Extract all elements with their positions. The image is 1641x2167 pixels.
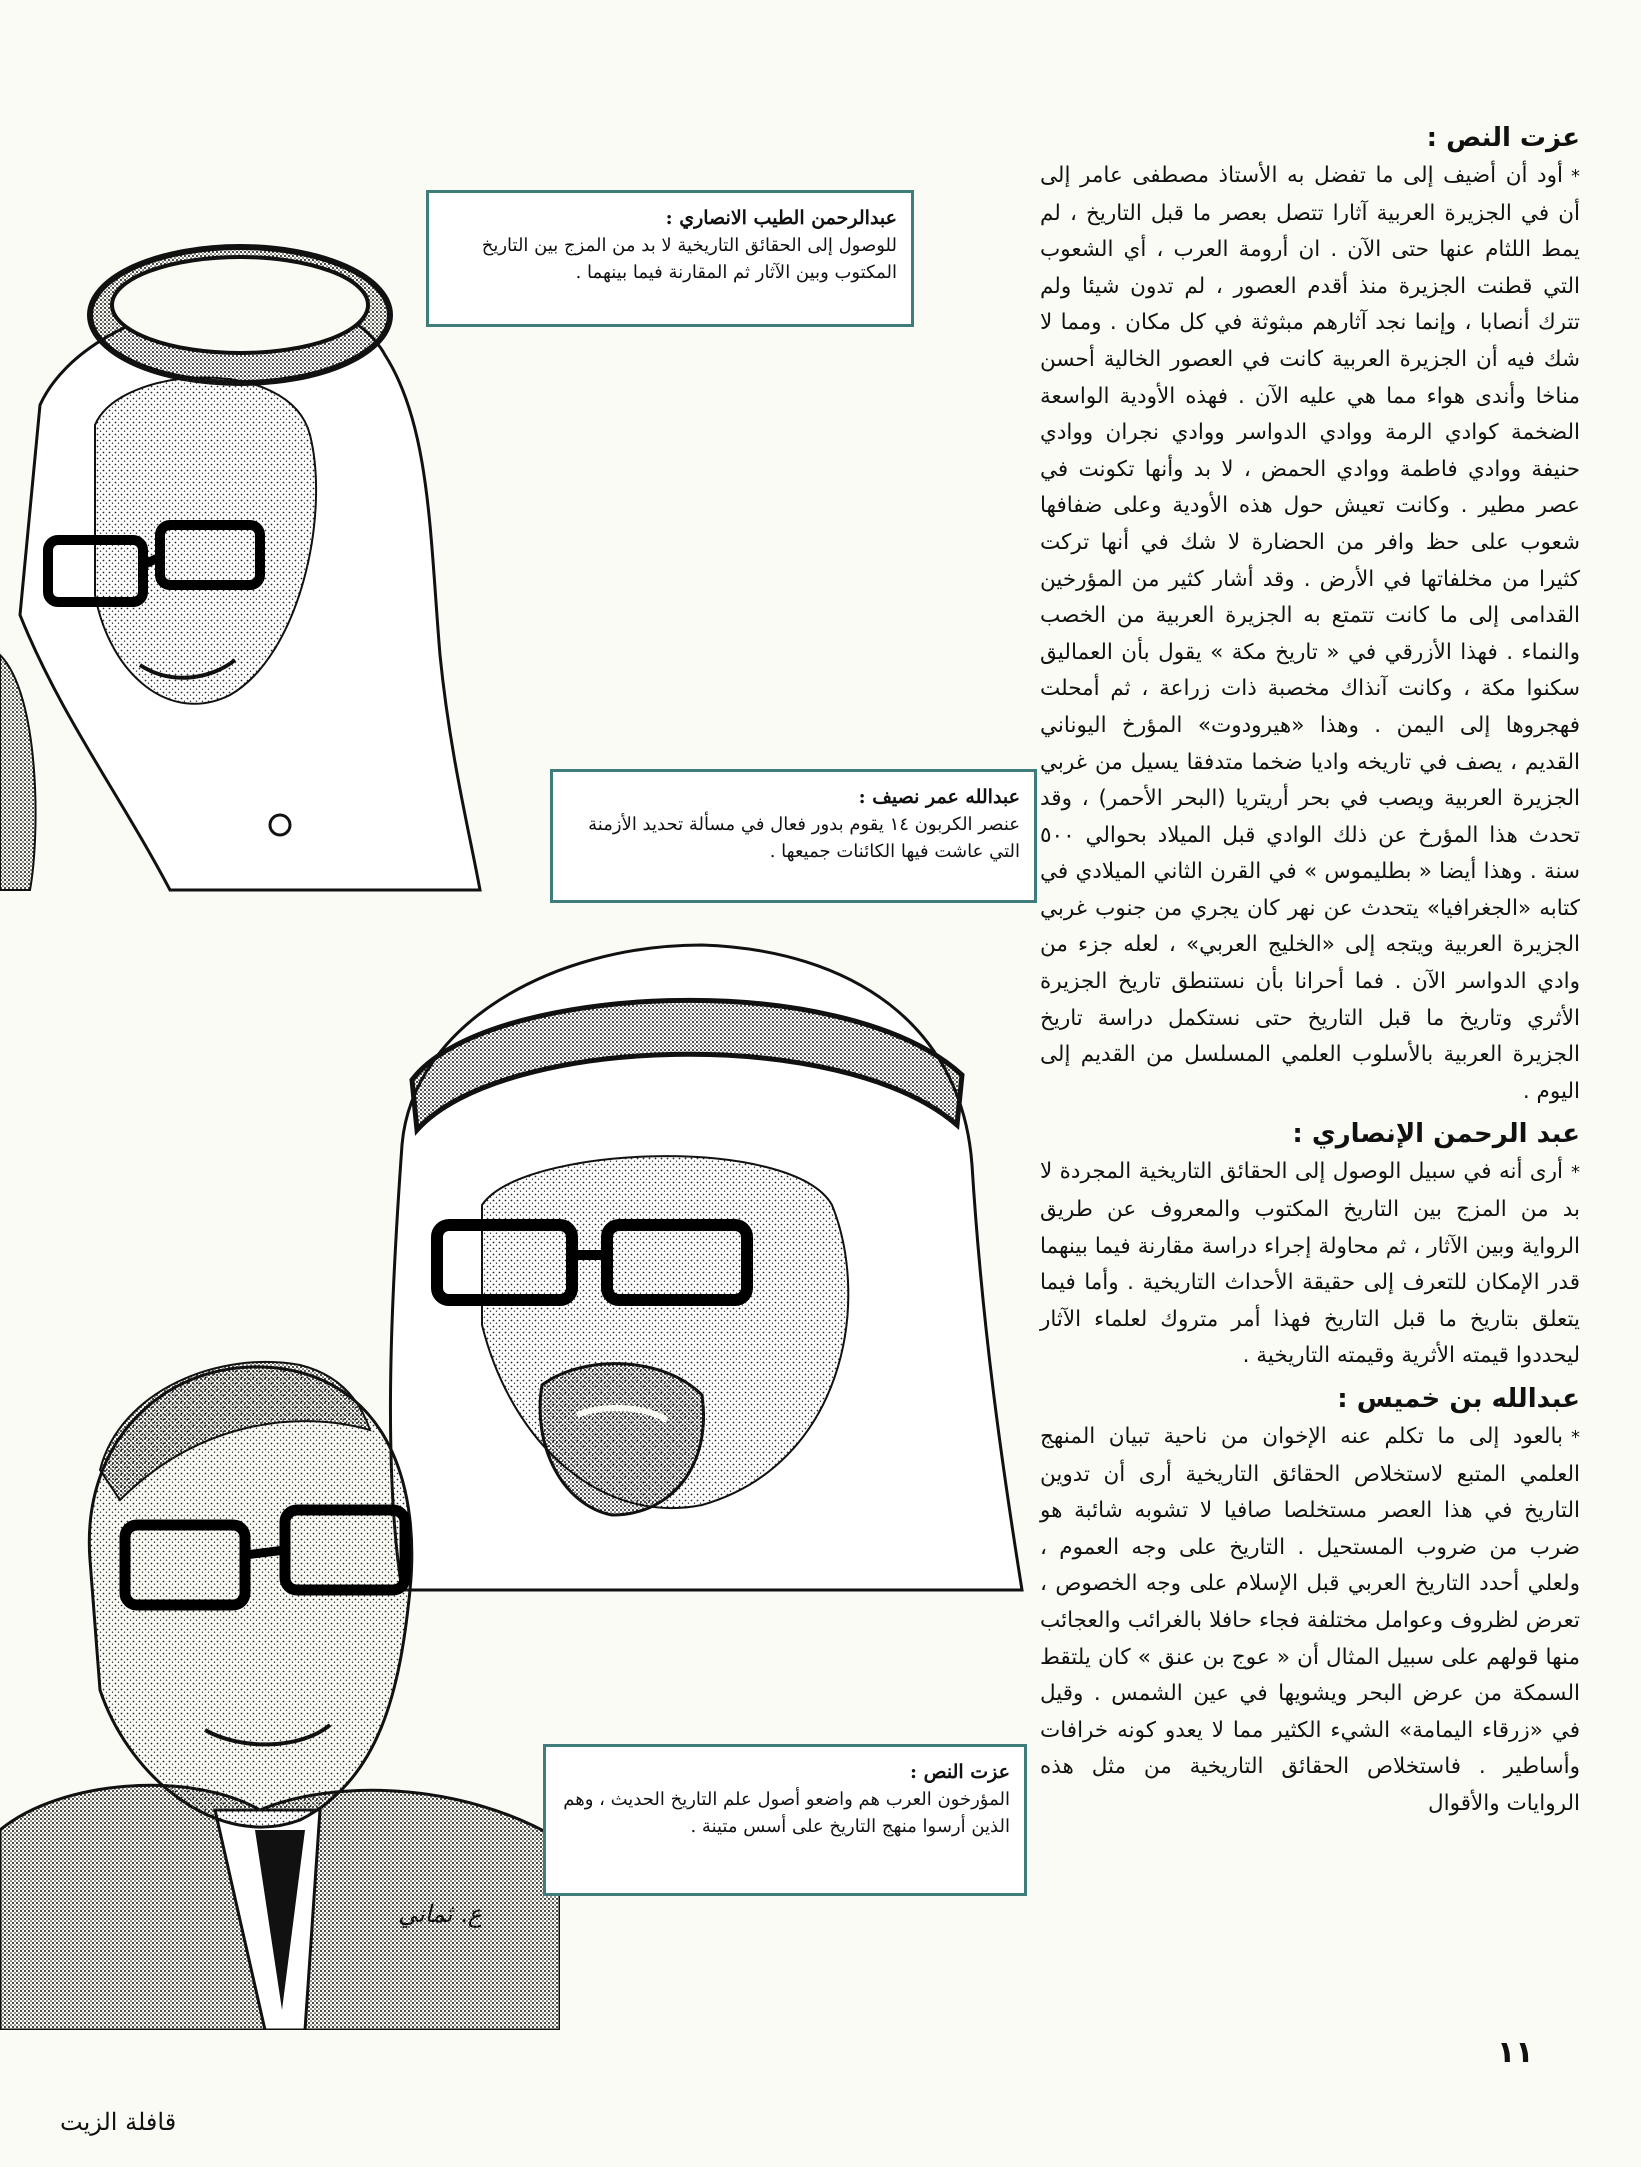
quote-speaker-name: عبدالله عمر نصيف : <box>858 786 1020 808</box>
paragraph-text: أرى أنه في سبيل الوصول إلى الحقائق التاريخية المجردة لا بد من المزج بين التاريخ المكتوب والمعروف عن طريق الرواية وبين الآثار ، ثم محاولة إجراء دراسة مقارنة فيما بينهما قدر الإمكان للتعرف إلى حقيقة الأحداث التاريخية . وأما فيما يتعلق بتاريخ ما قبل التاريخ فهذا أمر متروك لعلماء الآثار ليحددوا قيمته الأثرية وقيمته التاريخية . <box>1040 1159 1580 1369</box>
speaker-heading: عزت النص : <box>1426 123 1580 153</box>
quote-text: المؤرخون العرب هم واضعو أصول علم التاريخ الحديث ، وهم الذين أرسوا منهج التاريخ على أسس متينة . <box>563 1789 1010 1837</box>
quote-text: للوصول إلى الحقائق التاريخية لا بد من المزج بين التاريخ المكتوب وبين الآثار ثم المقارنة فيما بينهما . <box>481 235 897 283</box>
speaker-paragraph <box>1040 158 1580 1110</box>
page-number: ١١ <box>1497 2035 1534 2070</box>
paragraph-text: بالعود إلى ما تكلم عنه الإخوان من ناحية تبيان المنهج العلمي المتبع لاستخلاص الحقائق التاريخية أرى أن تدوين التاريخ في هذا العصر مستخلصا صافيا لا تشوبه شائبة هو ضرب من ضروب المستحيل . التاريخ على وجه العموم ، ولعلي أحدد التاريخ العربي قبل الإسلام على وجه الخصوص ، تعرض لظروف وعوامل مختلفة فجاء حافلا بالغرائب والعجائب منها قولهم على سبيل المثال أن « عوج بن عنق » كان يلتقط السمكة من عرض البحر ويشويها في عين الشمس . وقيل في «زرقاء اليمامة» الشيء الكثير مما لا يعدو كونه خرافات وأساطير . فاستخلاص الحقائق التاريخية من مثل هذه الروايات والأقوال <box>1040 1424 1580 1816</box>
quote-text: عنصر الكربون ١٤ يقوم بدور فعال في مسألة تحديد الأزمنة التي عاشت فيها الكائنات جميعها . <box>588 814 1020 862</box>
quote-speaker-name: عزت النص : <box>909 1761 1010 1783</box>
pull-quote-box <box>543 1744 1027 1896</box>
speaker-paragraph <box>1040 1419 1580 1823</box>
pull-quote-box <box>426 190 914 327</box>
magazine-name: قافلة الزيت <box>60 2108 177 2136</box>
speaker-paragraph <box>1040 1154 1580 1375</box>
bullet-star-icon: * <box>1571 1162 1580 1184</box>
paragraph-text: أود أن أضيف إلى ما تفضل به الأستاذ مصطفى عامر إلى أن في الجزيرة العربية آثارا تتصل بعصر ما قبل التاريخ ، لم يمط اللثام عنها حتى الآن . ان أرومة العرب ، أي الشعوب التي قطنت الجزيرة منذ أقدم العصور ، لم تدون شيئا ولم تترك أنصابا ، وإنما نجد آثارهم مبثوثة في كل مكان . ومما لا شك فيه أن الجزيرة العربية كانت في العصور الخالية أحسن مناخا وأندى هواء مما هي عليه الآن . فهذه الأودية الواسعة الضخمة كوادي الرمة ووادي الدواسر ووادي نجران ووادي حنيفة ووادي فاطمة ووادي الحمض ، لا بد وأنها تكونت في عصر مطير . وكانت تعيش حول هذه الأودية وعلى ضفافها شعوب على حظ وافر من الحضارة لا شك في أنها تركت كثيرا من مخلفاتها في الأرض . وقد أشار كثير من المؤرخين القدامى إلى ما كانت تتمتع به الجزيرة العربية من الخصب والنماء . فهذا الأزرقي في « تاريخ مكة » يقول بأن العماليق سكنوا مكة ، وكانت آنذاك مخصبة ذات زراعة ، ثم أمحلت فهجروها إلى اليمن . وهذا «هيرودوت» المؤرخ اليوناني القديم ، يصف في تاريخه واديا ضخما متدفقا يسيل من غربي الجزيرة العربية ويصب في بحر أريتريا (البحر الأحمر) ، وقد تحدث هذا المؤرخ عن ذلك الوادي قبل الميلاد بحوالي ٥٠٠ سنة . وهذا أيضا « بطليموس » في القرن الثاني الميلادي في كتابه «الجغرافيا» يتحدث عن نهر كان يجري من جنوب غربي الجزيرة العربية ويتجه إلى «الخليج العربي» ، لعله جزء من وادي الدواسر الآن . فما أحرانا بأن نستنطق تاريخ الجزيرة الأثري وتاريخ ما قبل التاريخ حتى نستكمل دراسة تاريخ الجزيرة العربية بالأسلوب العلمي المسلسل من القديم إلى اليوم . <box>1040 163 1580 1104</box>
pull-quote-box <box>550 769 1037 903</box>
speaker-heading: عبد الرحمن الإنصاري : <box>1292 1119 1580 1150</box>
bullet-star-icon: * <box>1571 166 1580 187</box>
artist-signature: ع. ثماني <box>398 1900 483 1928</box>
speaker-heading: عبدالله بن خميس : <box>1337 1384 1580 1414</box>
quote-speaker-name: عبدالرحمن الطيب الانصاري : <box>665 207 897 229</box>
article-column <box>1040 118 1580 1827</box>
portrait-illustration-ansari <box>0 235 545 895</box>
bullet-star-icon: * <box>1571 1427 1580 1448</box>
